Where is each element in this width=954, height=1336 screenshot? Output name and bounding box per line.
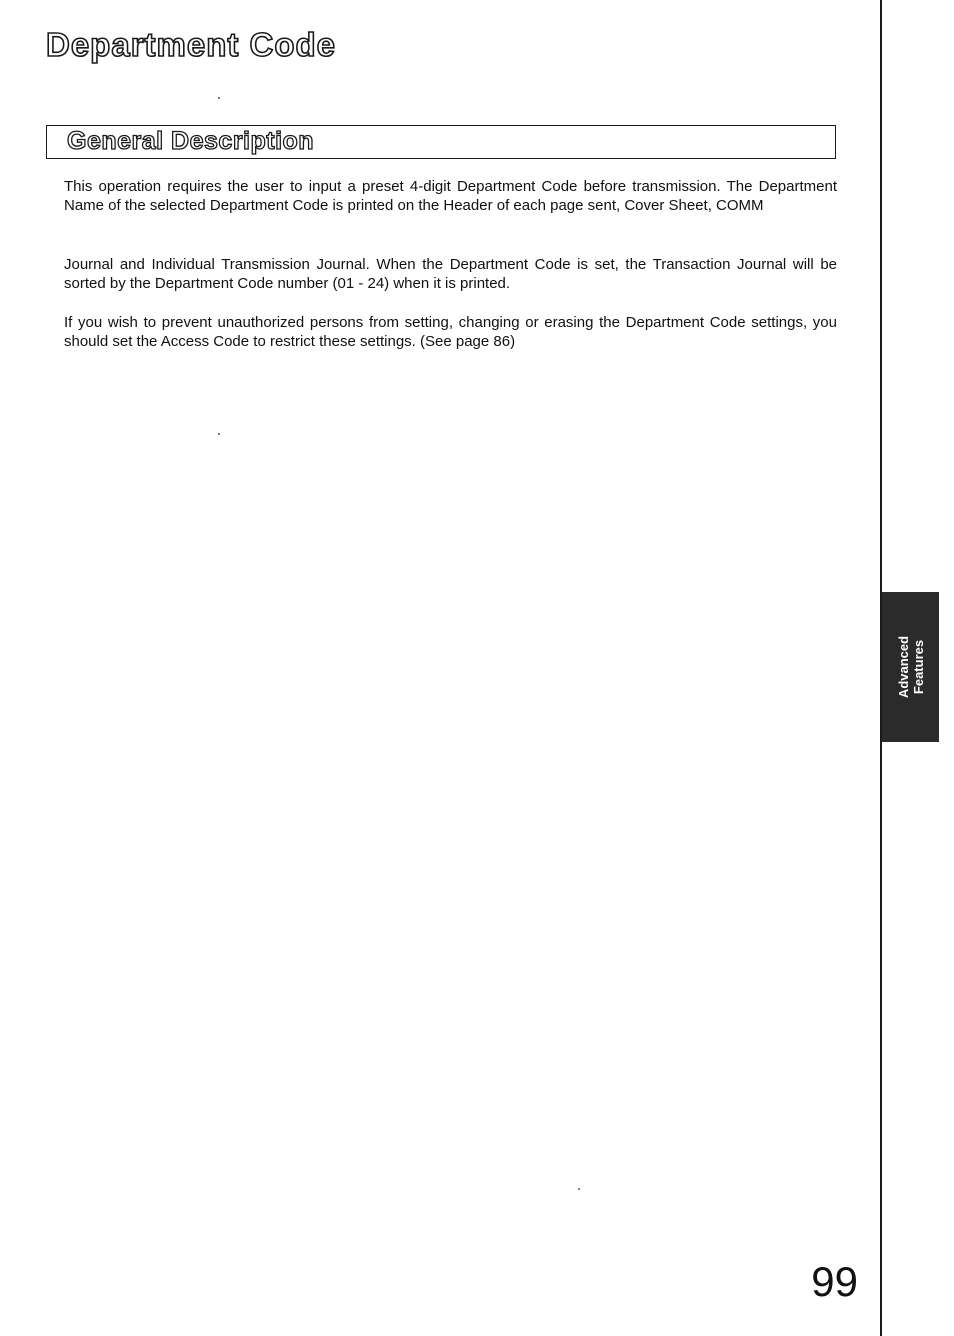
chapter-tab-line-1: Advanced [895, 635, 911, 699]
scan-speck [218, 97, 220, 99]
section-heading: General Description [67, 127, 315, 155]
paragraph-access-code: If you wish to prevent unauthorized persons from setting, changing or erasing the Department Code settings, you should set the Access Code to restrict these settings. (See page 86) [64, 314, 837, 350]
chapter-tab-line-2: Features [910, 639, 926, 695]
section-header-box [46, 125, 836, 159]
page-number: 99 [811, 1258, 858, 1305]
chapter-tab-label [896, 636, 926, 698]
scan-speck [218, 433, 220, 435]
paragraph-intro: This operation requires the user to input a preset 4-digit Department Code before transmission. The Department Name of the selected Department Code is printed on the Header of each page sent, Cover Sheet, COMM [64, 178, 837, 214]
paragraph-journal: Journal and Individual Transmission Journal. When the Department Code is set, the Transaction Journal will be sorted by the Department Code number (01 - 24) when it is printed. [64, 256, 837, 292]
chapter-tab [882, 592, 939, 742]
page-title: Department Code [46, 26, 337, 63]
scan-speck [578, 1188, 580, 1190]
